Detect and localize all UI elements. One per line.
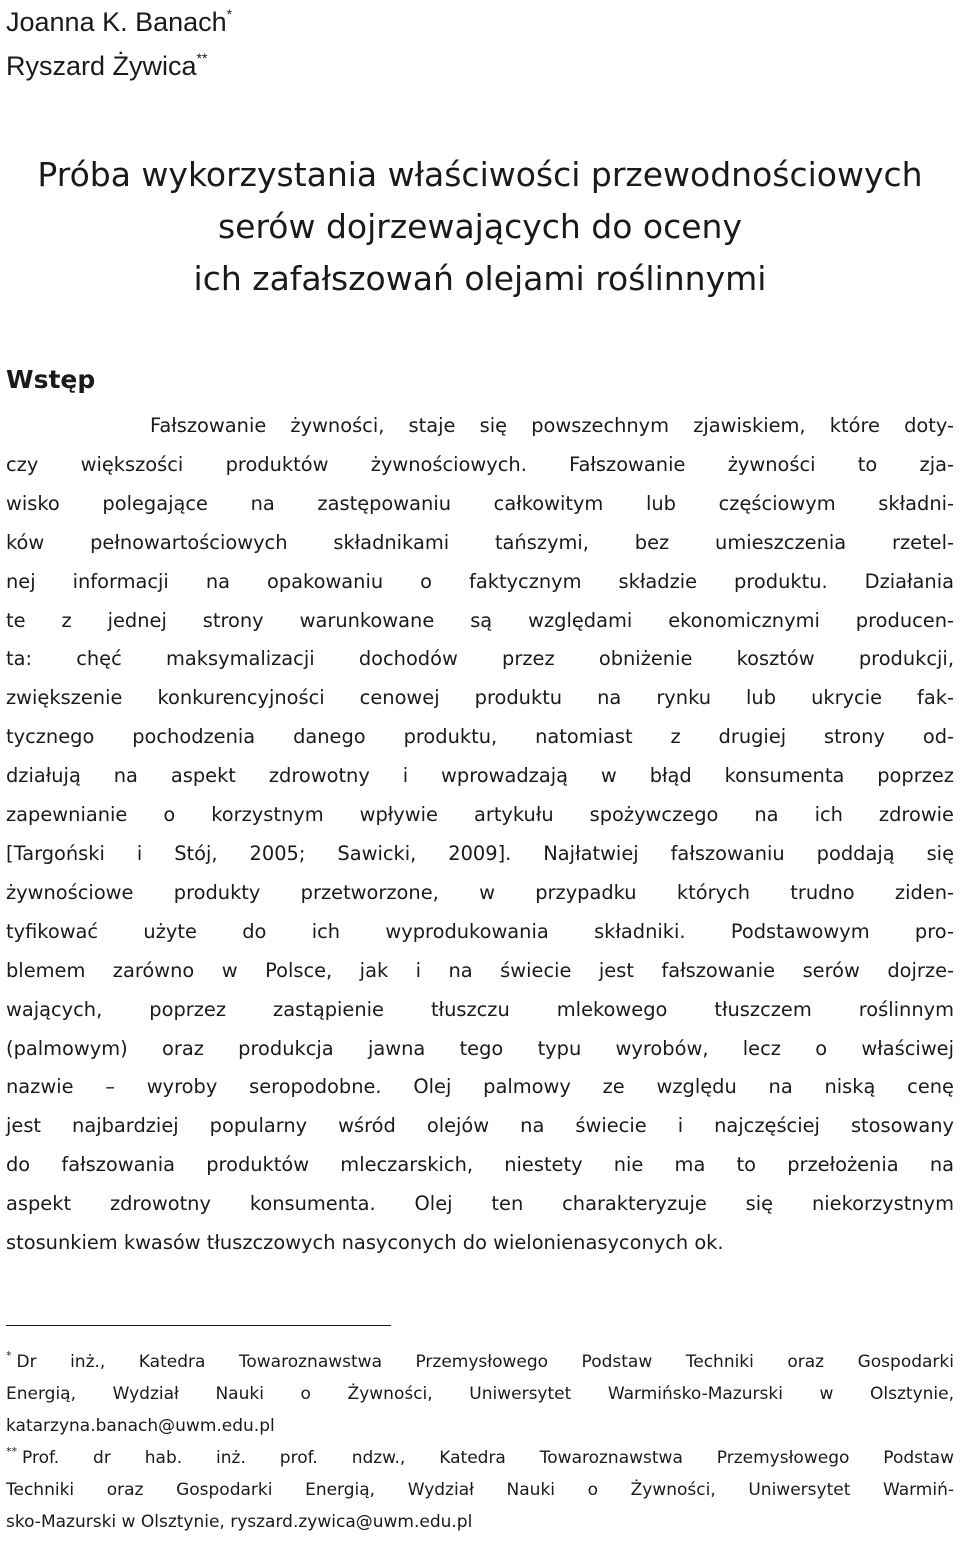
text-line: [Targoński i Stój, 2005; Sawicki, 2009]. Najłatwiej fałszowaniu poddają się <box>6 841 954 865</box>
author-name: Ryszard Żywica <box>6 51 197 81</box>
section-heading: Wstęp <box>6 365 96 394</box>
text-line: do fałszowania produktów mleczarskich, niestety nie ma to przełożenia na <box>6 1153 954 1177</box>
title-line: Próba wykorzystania właściwości przewodnościowych <box>37 155 923 194</box>
text-line: wających, poprzez zastąpienie tłuszczu mlekowego tłuszczem roślinnym <box>6 997 954 1021</box>
footnote-line: sko-Mazurski w Olsztynie, ryszard.zywica@uwm.edu.pl <box>6 1512 473 1532</box>
text-line: zwiększenie konkurencyjności cenowej produktu na rynku lub ukrycie fak- <box>6 686 954 710</box>
text-line: tyfikować użyte do ich wyprodukowania składniki. Podstawowym pro- <box>6 919 954 943</box>
text-line: czy większości produktów żywnościowych. Fałszowanie żywności to zja- <box>6 452 954 476</box>
footnote-mark: ** <box>6 1445 17 1458</box>
author-name: Joanna K. Banach <box>6 7 227 37</box>
text-line: Fałszowanie żywności, staje się powszechnym zjawiskiem, które doty- <box>150 414 954 437</box>
footnote-divider <box>6 1325 391 1326</box>
author-list <box>6 0 232 88</box>
text-line: stosunkiem kwasów tłuszczowych nasyconych do wielonienasyconych ok. <box>6 1231 724 1255</box>
text-line: blemem zarówno w Polsce, jak i na świecie jest fałszowanie serów dojrze- <box>6 958 954 982</box>
text-line: wisko polegające na zastępowaniu całkowitym lub częściowym składni- <box>6 491 954 515</box>
text-line: te z jednej strony warunkowane są względami ekonomicznymi producen- <box>6 608 954 632</box>
footnote-line: Techniki oraz Gospodarki Energią, Wydział Nauki o Żywności, Uniwersytet Warmiń- <box>6 1480 954 1500</box>
title-line: ich zafałszowań olejami roślinnymi <box>193 259 767 298</box>
text-line: żywnościowe produkty przetworzone, w przypadku których trudno ziden- <box>6 880 954 904</box>
body-paragraph <box>6 407 954 1263</box>
footnote-mark: * <box>6 1349 12 1362</box>
footnote-line: Energią, Wydział Nauki o Żywności, Uniwersytet Warmińsko-Mazurski w Olsztynie, <box>6 1384 954 1404</box>
author-2 <box>6 44 232 88</box>
text-line: (palmowym) oraz produkcja jawna tego typu wyrobów, lecz o właściwej <box>6 1036 954 1060</box>
footnote-line: katarzyna.banach@uwm.edu.pl <box>6 1416 275 1436</box>
text-line: działują na aspekt zdrowotny i wprowadzają w błąd konsumenta poprzez <box>6 764 954 788</box>
text-line: jest najbardziej popularny wśród olejów na świecie i najczęściej stosowany <box>6 1114 954 1138</box>
footnote-mark: * <box>226 6 233 22</box>
footnote-line: ** Prof. dr hab. inż. prof. ndzw., Katedra Towaroznawstwa Przemysłowego Podstaw <box>6 1445 954 1468</box>
text-line: ta: chęć maksymalizacji dochodów przez obniżenie kosztów produkcji, <box>6 647 954 671</box>
text-line: ków pełnowartościowych składnikami tańszymi, bez umieszczenia rzetel- <box>6 530 954 554</box>
text-line: tycznego pochodzenia danego produktu, natomiast z drugiej strony od- <box>6 725 954 749</box>
author-1 <box>6 0 232 44</box>
paper-title <box>6 149 954 305</box>
text-line: aspekt zdrowotny konsumenta. Olej ten charakteryzuje się niekorzystnym <box>6 1192 954 1216</box>
title-line: serów dojrzewających do oceny <box>217 207 743 246</box>
text-line: nazwie – wyroby seropodobne. Olej palmowy ze względu na niską cenę <box>6 1075 954 1099</box>
text-line: nej informacji na opakowaniu o faktycznym składzie produktu. Działania <box>6 569 954 593</box>
text-line: zapewnianie o korzystnym wpływie artykułu spożywczego na ich zdrowie <box>6 803 954 827</box>
footnote-mark: ** <box>196 50 208 66</box>
footnotes <box>6 1346 954 1538</box>
footnote-line: * Dr inż., Katedra Towaroznawstwa Przemysłowego Podstaw Techniki oraz Gospodarki <box>6 1349 954 1372</box>
